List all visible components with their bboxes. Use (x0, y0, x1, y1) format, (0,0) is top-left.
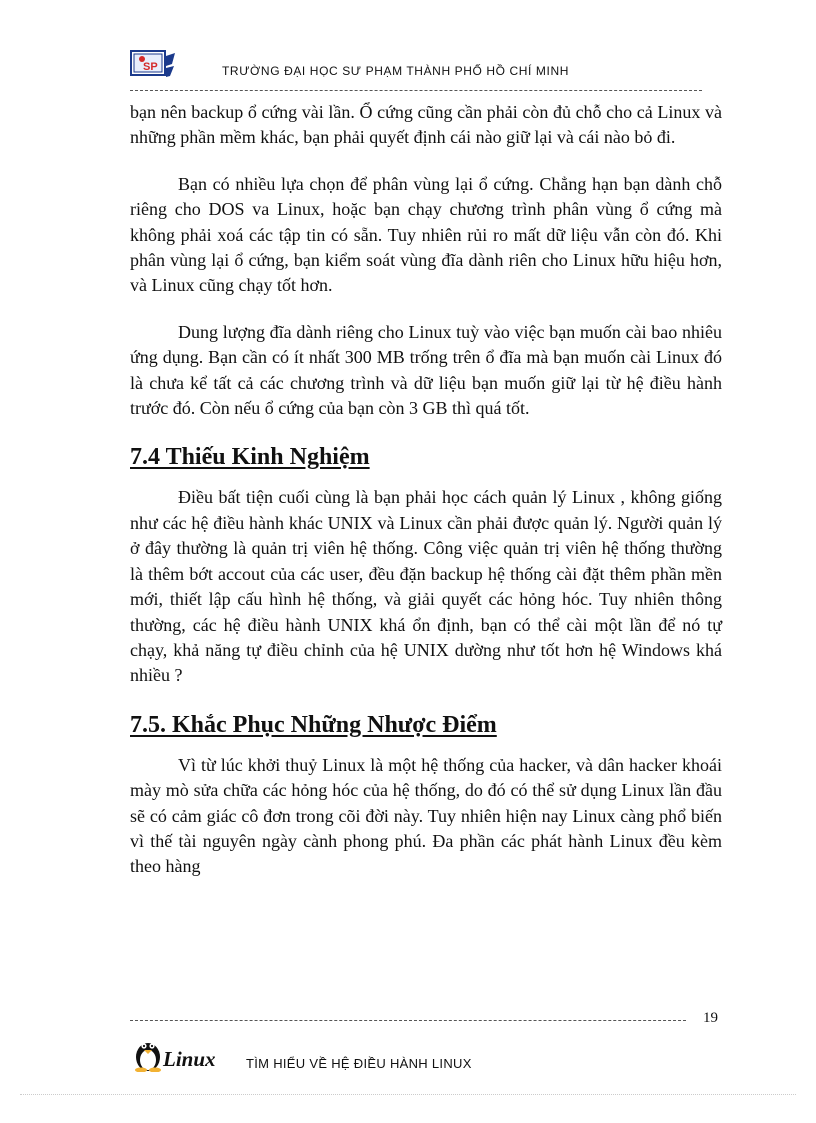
paragraph-hacker-origins: Vì từ lúc khởi thuỷ Linux là một hệ thống của hacker, và dân hacker khoái mày mò sửa chữa các hỏng hóc của hệ thống, do đó có thể sử dụng Linux lần đầu sẽ có cảm giác cô đơn trong cõi đời này. Tuy nhiên hiện nay Linux càng phổ biến vì thế tài nguyên ngày cành phong phú. Đa phần các phát hành Linux đều kèm theo hàng (130, 754, 722, 877)
paragraph-administration: Điều bất tiện cuối cùng là bạn phải học cách quản lý Linux , không giống như các hệ điều hành khác UNIX và Linux cần phải được quản lý. Người quản lý ở đây thường là quản trị viên hệ thống. Công việc quản trị viên hệ thống thường là thêm bớt accout của các user, đều đặn backup hệ thống cài đặt thêm phần mền mới, thiết lập cấu hình hệ thống, và giải quyết các hỏng hóc. Tuy nhiên thông thường, các hệ điều hành UNIX khá ổn định, bạn có thể cài một lần để nó tự chạy, khả năng tự điều chỉnh của hệ UNIX dường như tốt hơn hệ Windows khá nhiều ? (130, 487, 722, 686)
linux-logo (132, 1034, 228, 1072)
university-name: TRƯỜNG ĐẠI HỌC SƯ PHẠM THÀNH PHỐ HỒ CHÍ MINH (222, 64, 569, 78)
section-heading-7-4: 7.4 Thiếu Kinh Nghiệm (130, 444, 370, 471)
section-heading-7-5: 7.5. Khắc Phục Những Nhược Điểm (130, 711, 497, 738)
footer-title: TÌM HIỂU VỀ HỆ ĐIỀU HÀNH LINUX (246, 1056, 472, 1071)
page-header (130, 50, 710, 94)
document-body (130, 100, 722, 901)
paragraph-disk-space: Dung lượng đĩa dành riêng cho Linux tuỳ vào việc bạn muốn cài bao nhiêu ứng dụng. Bạn cần có ít nhất 300 MB trống trên ổ đĩa mà bạn muốn cài Linux đó là chưa kể tất cả các chương trình và dữ liệu bạn muốn giữ lại từ hệ điều hành trước đó. Còn nếu ổ cứng của bạn còn 3 GB thì quá tốt. (130, 321, 722, 419)
paragraph-backup: bạn nên backup ổ cứng vài lần. Ổ cứng cũng cần phải còn đủ chỗ cho cả Linux và những phần mềm khác, bạn phải quyết định cái nào giữ lại và cái nào bỏ đi. (130, 102, 722, 148)
paragraph-partition: Bạn có nhiều lựa chọn để phân vùng lại ổ cứng. Chẳng hạn bạn dành chỗ riêng cho DOS va Linux, hoặc bạn chạy chương trình phân vùng ổ cứng mà không phải xoá các tập tin có sẵn. Tuy nhiên rủi ro mất dữ liệu vẫn còn đó. Khi phân vùng lại ổ cứng, bạn kiểm soát vùng đĩa dành riên cho Linux hữu hiệu hơn, và Linux cũng chạy tốt hơn. (130, 173, 722, 296)
footer-divider (130, 1020, 686, 1021)
page-number: 19 (703, 1010, 718, 1026)
university-logo (130, 50, 176, 80)
logo-text: SP (143, 61, 158, 73)
penguin-icon (135, 1043, 161, 1072)
bottom-divider (20, 1094, 796, 1095)
linux-logo-text: Linux (163, 1047, 216, 1071)
header-divider (130, 90, 702, 91)
